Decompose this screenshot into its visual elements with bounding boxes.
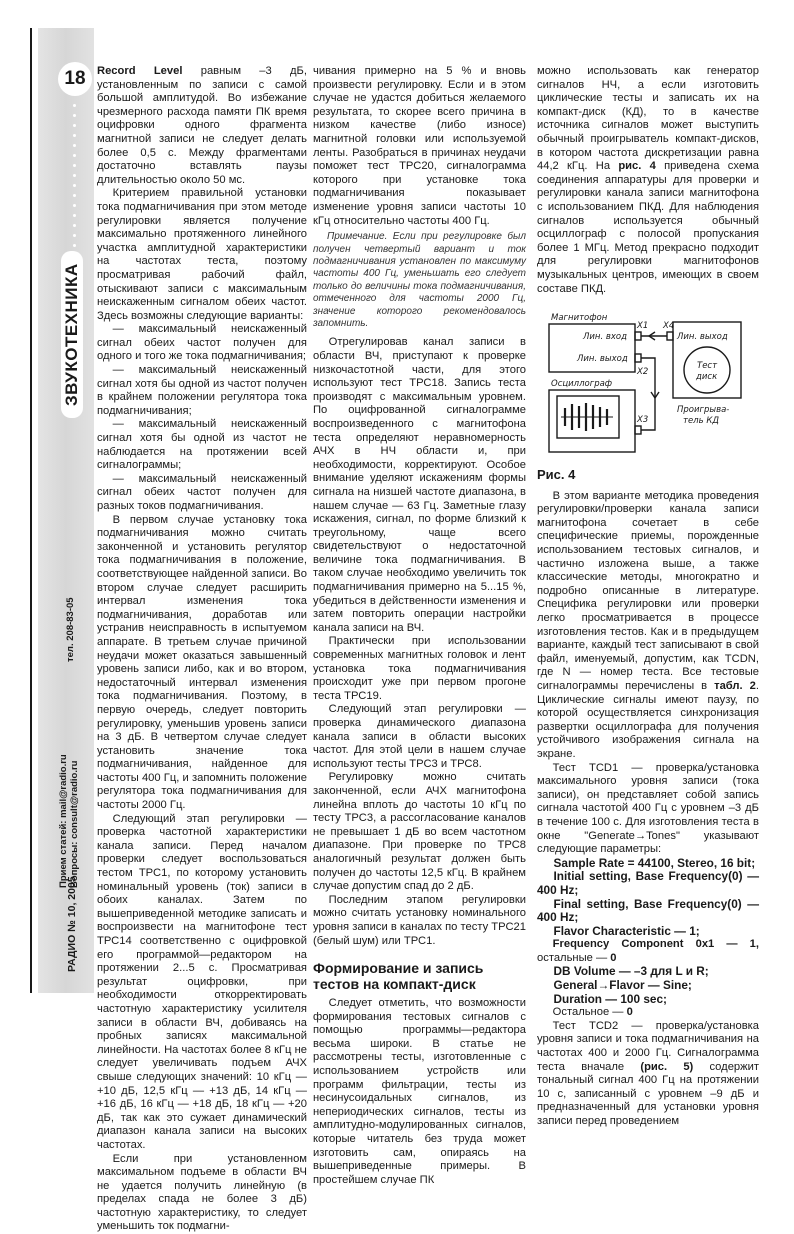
text: . Циклические сигналы имеют паузу, по которой осуществляется синхронизация развертки осциллографа для получения устойчивого изображения сигнала на экране.: [537, 680, 759, 760]
page-number: 18: [58, 62, 92, 96]
paragraph: Последним этапом регулировки можно считать установку номинального уровня записи в каналах по тесту ТРС21 (белый шум) или ТРС1.: [313, 894, 526, 948]
param-duration: Duration — 100 sec;: [537, 993, 759, 1007]
paragraph: Практически при использовании современных магнитных головок и лент установка тока подмагничивания происходит уже при первом прогоне теста ТРС19.: [313, 635, 526, 703]
column-3: [537, 65, 759, 1129]
x2-connector: [635, 354, 641, 362]
section-heading: Формирование и запись тестов на компакт-диск: [313, 960, 526, 992]
text: 0: [627, 1006, 633, 1018]
label-x2: X2: [636, 367, 648, 377]
param-db-volume: DB Volume — –3 для L и R;: [537, 965, 759, 979]
paragraph: Если при установленном максимальном подъеме в области ВЧ не удается получить линейную (в пределах спада не более 3 дБ) частотную характеристику, то следует уменьшить ток подмагни-: [97, 1153, 307, 1234]
param-rest: [537, 1006, 759, 1020]
paragraph: [537, 490, 759, 762]
list-item: — максимальный неискаженный сигнал обеих частот получен для одного и того же тока подмагничивания;: [97, 323, 307, 364]
x1-connector: [635, 332, 641, 340]
list-item: — максимальный неискаженный сигнал хотя бы одной из частот не наблюдается на протяжении всей сигналограммы;: [97, 418, 307, 472]
paragraph: Регулировку можно считать законченной, если АЧХ магнитофона линейна вплоть до частоты 10 кГц по тесту ТРС3, а рассогласование каналов не превышает 1 дБ во всем частотном диапазоне. При проверке по ТРС8 аналогичный результат должен быть получен до частоты 12,5 кГц. В крайнем случае допустим спад до 2 дБ.: [313, 771, 526, 893]
label-player-1: Проигрыва-: [677, 405, 729, 415]
paragraph: Следующий этап регулировки — проверка частотной характеристики канала записи. Перед началом проверки следует воспользоваться тестом ТРС1, по которому установить номинальный уровень (ток) записи в обоих каналах. Затем по вышеприведенной методике записать и воспроизвести на магнитофоне тест ТРС14 соответственно с оцифровкой его программой—редактором на протяжении 2...5 с. Просматривая результат оцифровки, при необходимости откорректировать частотную характеристику усилителя записи в области ВЧ, добиваясь на пробных записях максимальной линейности. На частотах более 8 кГц не следует увеличивать подъем АЧХ свыше следующих значений: 10 кГц — +10 дБ, 12,5 кГц — +13 дБ, 14 кГц — +16 дБ, 16 кГц — +18 дБ, 18 кГц — +20 дБ, так как это сужает динамический диапазон канала записи на высоких частотах.: [97, 813, 307, 1153]
note: Примечание. Если при регулировке был получен четвертый вариант и ток подмагничивания установлен по максимуму частоты 400 Гц, уменьшать его следует только до величины тока подмагничивания, отмеченного для частоты 2000 Гц, значение которого рекомендовалось запомнить.: [313, 231, 526, 330]
label-tape-recorder: Магнитофон: [551, 313, 608, 323]
text: Frequency Component 0x1 — 1,: [553, 938, 759, 950]
issue-label: РАДИО № 10, 2005: [66, 876, 78, 972]
term-record-level: Record Level: [97, 65, 182, 77]
label-player-2: тель КД: [683, 416, 719, 426]
list-item: — максимальный неискаженный сигнал обеих частот получен для разных токов подмагничивания.: [97, 473, 307, 514]
text: Тест TCD2 — проверка/установка уровня записи и тока подмагничивания на частотах 400 и 2000 Гц. Сигналограмма теста вначале: [537, 1020, 759, 1073]
label-line-in: Лин. вход: [582, 332, 627, 342]
column-2: [313, 65, 526, 1187]
paragraph: Следующий этап регулировки — проверка динамического диапазона канала записи в области высоких частот. Для этой цели в нашем случае используют тесты ТРС3 и ТРС8.: [313, 703, 526, 771]
label-disc-1: Тест: [697, 361, 718, 371]
margin-rule: [30, 28, 32, 993]
param-flavor: General→Flavor — Sine;: [537, 979, 759, 993]
param-frequency-component: [537, 938, 759, 965]
phone-number: тел. 208-83-05: [65, 597, 76, 662]
x4-connector: [667, 332, 673, 340]
paragraph: Тест TCD1 — проверка/установка максимального уровня записи (тока записи), он представляет собой запись сигнала частотой 400 Гц с уровнем –3 дБ в течение 100 с. Для изготовления теста в окне "Generate→Tones" указывают следующие параметры:: [537, 762, 759, 857]
contacts-questions: Вопросы: consult@radio.ru: [69, 754, 80, 888]
paragraph: Критерием правильной установки тока подмагничивания при этом методе регулировки является получение максимально протяженного линейного участка амплитудной характеристики на частотах теста, поэтому просматривая рабочий файл, отыскивают записи с максимальным неискаженным сигналом обеих частот. Здесь возможны следующие варианты:: [97, 187, 307, 323]
text: остальные —: [537, 952, 610, 964]
contacts: [58, 754, 80, 888]
label-x3: X3: [636, 415, 648, 425]
param-sample-rate: Sample Rate = 44100, Stereo, 16 bit;: [537, 857, 759, 871]
text: равным –3 дБ, установленным по записи с самой большой амплитудой. Во избежание чрезмерного расхода памяти ПК время оцифровки одного фрагмента магнитной записи не следует делать более 0,5 с. Между фрагментами достаточно вставлять паузы длительностью около 50 мс.: [97, 65, 307, 186]
text: приведена схема соединения аппаратуры для проверки и регулировки канала записи магнитофона с использованием ПКД. Для наблюдения сигналов используется обычный осциллограф с полосой пропускания более 1 МГц. Метод прекрасно подходит для регулировки магнитофонов музыкальных центров, имеющих в своем составе ПКД.: [537, 160, 759, 294]
label-x1: X1: [636, 321, 648, 331]
param-final-setting: Final setting, Base Frequency(0) — 400 Hz;: [537, 898, 759, 925]
param-flavor-characteristic: Flavor Characteristic — 1;: [537, 925, 759, 939]
label-oscilloscope: Осциллограф: [551, 379, 612, 389]
label-cd-line-out: Лин. выход: [676, 332, 728, 342]
paragraph: В первом случае установку тока подмагничивания можно считать законченной и установить регулятор тока подмагничивания в положение, соответствующее найденной записи. Во втором случае следует расширить интервал изменения тока подмагничивания, доработав или устранив неисправность в испытуемом аппарате. В третьем случае причиной неудачи может оказаться завышенный уровень записи либо, как и во втором, недостаточный интервал изменения тока подмагничивания. Поэтому, в первую очередь, следует повторить регулировку, уменьшив уровень записи на 3 дБ. В четвертом случае следует установить значение тока подмагничивания, найденное для частоты 400 Гц, и запомнить положение регулятора тока подмагничивания для частоты 2000 Гц.: [97, 514, 307, 813]
text: содержит тональный сигнал 400 Гц на протяжении 10 с, записанный с уровнем –9 дБ и предназначенный для установки уровня записи перед проведением: [537, 1061, 759, 1127]
text: можно использовать как генератор сигналов НЧ, а если изготовить циклические тесты и записать их на компакт-диск (КД), то в качестве источника сигналов может выступить обычный проигрыватель компакт-дисков, в котором частота дискретизации равна 44,2 кГц. На: [537, 65, 759, 172]
label-x4: X4: [662, 321, 674, 331]
paragraph: [537, 1020, 759, 1129]
column-1: [97, 65, 307, 1234]
figure-ref: рис. 4: [618, 160, 656, 172]
text: 0: [610, 952, 616, 964]
figure-4-diagram: [537, 312, 759, 464]
paragraph: Следует отметить, что возможности формирования тестовых сигналов с помощью программы—редактора весьма широки. В статье не рассмотрены тесты, изготовленные с использованием устройств или программ фильтрации, тесты из несинусоидальных сигналов, из непериодических сигналов, тесты из амплитудно-модулированных сигналов, которые читатель без труда может изготовить сам, опираясь на вышеприведенные примеры. В простейшем случае ПК: [313, 997, 526, 1187]
table-ref: табл. 2: [714, 680, 756, 692]
list-item: — максимальный неискаженный сигнал хотя бы одной из частот получен в крайнем положении регулятора тока подмагничивания;: [97, 364, 307, 418]
figure-caption: Рис. 4: [537, 468, 759, 482]
contacts-submissions: Прием статей: mail@radio.ru: [58, 754, 69, 888]
paragraph: [537, 65, 759, 296]
text: Остальное —: [553, 1006, 627, 1018]
label-disc-2: диск: [695, 372, 718, 382]
paragraph: Отрегулировав канал записи в области ВЧ, приступают к проверке низкочастотной части, для этого используют тест ТРС18. Запись теста производят с максимальным уровнем. По оцифрованной сигналограмме воспроизведенного с магнитофона теста определяют неравномерность АЧХ в НЧ области и, при необходимости, корректируют. Особое внимание уделяют искажениям формы сигнала на низшей частоте диапазона, в нашем случае — 63 Гц. Заметные глазу искажения, сигнал, по форме близкий к треугольному, чаще всего свидетельствуют о недостаточной величине тока подмагничивания. В таком случае необходимо увеличить ток подмагничивания примерно на 5...15 %, убедиться в действенности изменения и затем повторить операции настройки канала записи на ВЧ.: [313, 336, 526, 635]
param-initial-setting: Initial setting, Base Frequency(0) — 400 Hz;: [537, 870, 759, 897]
x3-connector: [635, 426, 641, 434]
section-title: ЗВУКОТЕХНИКА: [61, 251, 83, 418]
figure-ref: (рис. 5): [640, 1061, 693, 1073]
label-line-out: Лин. выход: [576, 354, 628, 364]
paragraph: [97, 65, 307, 187]
paragraph: чивания примерно на 5 % и вновь произвести регулировку. Если и в этом случае не удастся добиться желаемого результата, то скорее всего причина в низком качестве (либо износе) магнитной головки или используемой ленты. Разобраться в причинах неудачи поможет тест ТРС20, сигналограмма которого при установке тока подмагничивания показывает изменение уровня записи частоты 10 кГц относительно частоты 400 Гц.: [313, 65, 526, 228]
text: В этом варианте методика проведения регулировки/проверки канала записи магнитофона сочетает в себе специфические приемы, порожденные использованием тестовых сигналов, и частично изложена выше, а также классические методы, многократно и подробно описанные в литературе. Специфика регулировки или проверки легко просматривается в процессе изготовления тестов. Как и в предыдущем варианте, каждый тест записывают в свой файл, именуемый, допустим, как TCDN, где N — номер теста. Все тестовые сигналограммы перечислены в: [537, 490, 759, 692]
